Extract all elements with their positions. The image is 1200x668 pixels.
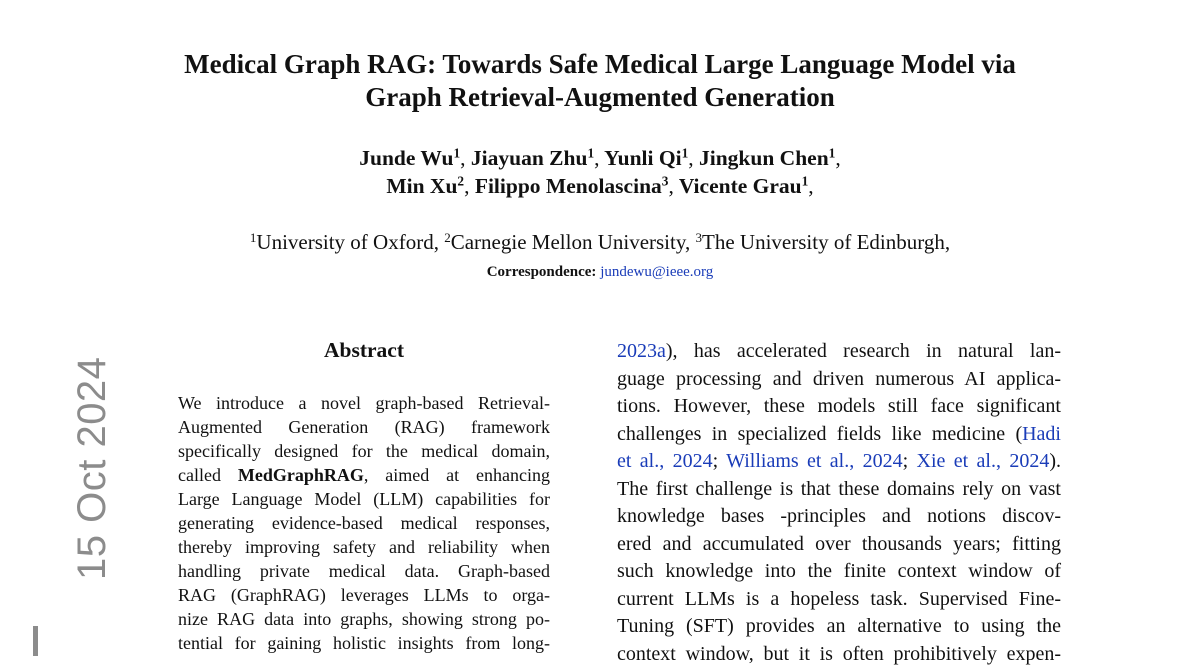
body-line: [617, 448, 1061, 476]
author-affiliation-mark: 2: [457, 174, 464, 189]
abstract-body: [178, 391, 550, 655]
author-affiliation-mark: 1: [829, 146, 836, 161]
body-text: context window, but it is often prohibitively expen-: [617, 643, 1061, 665]
body-text: ered and accumulated over thousands years; fitting: [617, 533, 1061, 555]
author-name: Yunli Qi: [604, 146, 682, 170]
author-name: Min Xu: [386, 174, 457, 198]
author-list: [0, 144, 1200, 200]
abstract-line: specifically designed for the medical domain,: [178, 439, 550, 463]
affiliation-name: Carnegie Mellon University,: [451, 230, 691, 254]
body-text: knowledge bases -principles and notions discov-: [617, 505, 1061, 527]
body-line: [617, 641, 1061, 668]
citation-link[interactable]: et al., 2024: [617, 450, 713, 472]
author-affiliation-mark: 3: [662, 174, 669, 189]
author-affiliation-mark: 1: [454, 146, 461, 161]
affiliations: [0, 229, 1200, 255]
correspondence: [0, 262, 1200, 282]
correspondence-email-link[interactable]: jundewu@ieee.org: [600, 264, 713, 280]
abstract-line: RAG (GraphRAG) leverages LLMs to orga-: [178, 583, 550, 607]
abstract-line: handling private medical data. Graph-based: [178, 559, 550, 583]
abstract-line: Augmented Generation (RAG) framework: [178, 415, 550, 439]
body-text: guage processing and driven numerous AI applica-: [617, 368, 1061, 390]
body-text: tions. However, these models still face significant: [617, 395, 1061, 417]
body-text: The first challenge is that these domains rely on vast: [617, 478, 1061, 500]
arxiv-stamp-bar: [33, 626, 38, 656]
author-line-2: [0, 172, 1200, 200]
author-separator: ,: [594, 146, 599, 170]
body-line: [617, 338, 1061, 366]
author-name: Vicente Grau: [679, 174, 802, 198]
author-name: Jingkun Chen: [699, 146, 829, 170]
body-text: current LLMs is a hopeless task. Supervised Fine-: [617, 588, 1061, 610]
body-line: [617, 421, 1061, 449]
title-line-2: Graph Retrieval-Augmented Generation: [0, 81, 1200, 114]
abstract-line: We introduce a novel graph-based Retrieval-: [178, 391, 550, 415]
abstract-line: nize RAG data into graphs, showing strong po-: [178, 607, 550, 631]
body-line: [617, 531, 1061, 559]
body-line: [617, 503, 1061, 531]
citation-link[interactable]: Williams et al., 2024: [726, 450, 902, 472]
body-text: ;: [903, 450, 917, 472]
citation-link[interactable]: 2023a: [617, 340, 666, 362]
author-affiliation-mark: 1: [802, 174, 809, 189]
body-line: [617, 393, 1061, 421]
affiliation-name: University of Oxford,: [256, 230, 439, 254]
author-separator: ,: [460, 146, 465, 170]
author-name: Filippo Menolascina: [475, 174, 662, 198]
body-text: challenges in specialized fields like medicine (: [617, 423, 1022, 445]
abstract-line: Large Language Model (LLM) capabilities for: [178, 487, 550, 511]
affiliation-name: The University of Edinburgh,: [702, 230, 950, 254]
abstract-line: [178, 463, 550, 487]
abstract-line: thereby improving safety and reliability when: [178, 535, 550, 559]
arxiv-date-stamp: 15 Oct 2024: [70, 357, 115, 580]
author-separator: ,: [668, 174, 673, 198]
body-text: ).: [1049, 450, 1061, 472]
author-separator: ,: [688, 146, 693, 170]
affiliation-number: 2: [444, 230, 451, 245]
affiliation-number: 3: [696, 230, 703, 245]
affiliation-number: 1: [250, 230, 257, 245]
author-name: Jiayuan Zhu: [471, 146, 588, 170]
author-name: Junde Wu: [359, 146, 453, 170]
author-affiliation-mark: 1: [587, 146, 594, 161]
citation-link[interactable]: Hadi: [1022, 423, 1061, 445]
citation-link[interactable]: Xie et al., 2024: [917, 450, 1050, 472]
title-line-1: Medical Graph RAG: Towards Safe Medical Large Language Model via: [0, 48, 1200, 81]
abstract-line: generating evidence-based medical responses,: [178, 511, 550, 535]
author-separator: ,: [464, 174, 469, 198]
body-line: [617, 558, 1061, 586]
body-text: ), has accelerated research in natural lan-: [666, 340, 1061, 362]
body-line: [617, 586, 1061, 614]
body-line: [617, 613, 1061, 641]
author-separator: ,: [835, 146, 840, 170]
abstract-text: called: [178, 465, 238, 485]
author-separator: ,: [808, 174, 813, 198]
correspondence-label: Correspondence:: [487, 264, 597, 280]
body-line: [617, 366, 1061, 394]
method-name: MedGraphRAG: [238, 465, 364, 485]
paper-title: [0, 48, 1200, 114]
body-text: Tuning (SFT) provides an alternative to using the: [617, 615, 1061, 637]
abstract-text: , aimed at enhancing: [364, 465, 550, 485]
author-line-1: [0, 144, 1200, 172]
right-column-body: [617, 338, 1061, 668]
body-text: such knowledge into the finite context window of: [617, 560, 1061, 582]
body-text: ;: [713, 450, 727, 472]
author-affiliation-mark: 1: [682, 146, 689, 161]
abstract-heading: Abstract: [178, 337, 550, 363]
body-line: [617, 476, 1061, 504]
abstract-line: tential for gaining holistic insights from long-: [178, 631, 550, 655]
